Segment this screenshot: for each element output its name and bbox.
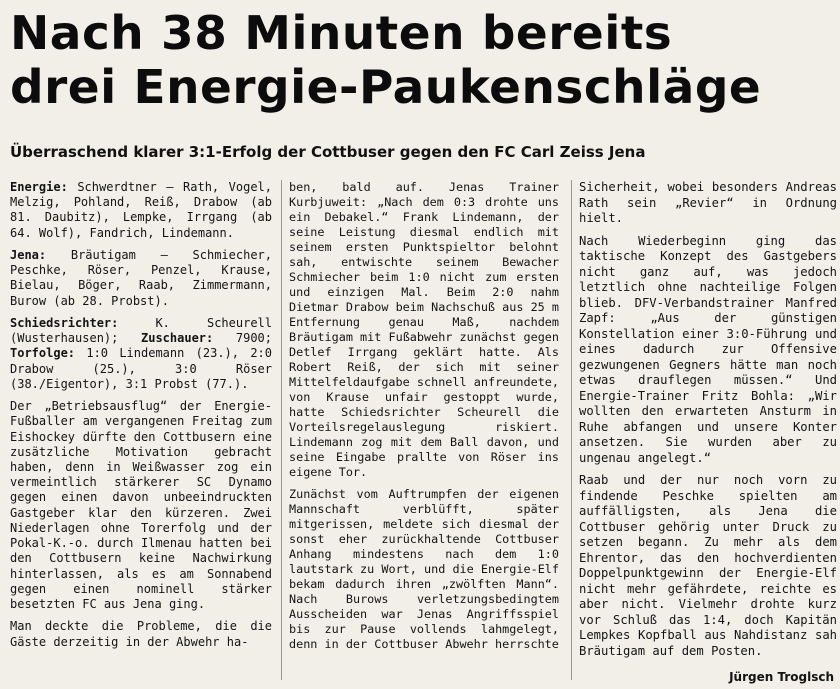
article-paragraph: Sicherheit, wobei besonders Andreas Rath sein „Revier“ in Ordnung hielt.: [579, 180, 837, 225]
article-paragraph: Zunächst vom Auftrumpfen der eigenen Mannschaft verblüfft, später mitgerissen, meldete sich diesmal der sonst eher zurückhaltende Cottbuser Anhang mindestens nach dem 1:0 lautstark zu Wort, und die Energie-Elf bekam dadurch ihren „zwölften Mann“. Nach Burows verletzungsbedingtem Ausscheiden war Jenas Angriffsspiel bis zur Pause vollends lahmgelegt, denn in der Cottbuser Abwehr herrschte: [289, 486, 559, 651]
author-byline: Jürgen Troglsch: [729, 670, 834, 684]
lineup-jena-label: Jena:: [10, 247, 47, 262]
lineup-jena: [10, 248, 272, 309]
headline-line-1: Nach 38 Minuten bereits: [10, 6, 673, 60]
referee-text: K. Scheurell (Wusterhausen);: [10, 315, 272, 346]
article-column-3: [579, 180, 837, 666]
referee-label: Schiedsrichter:: [10, 315, 119, 330]
article-column-2: [289, 180, 559, 659]
column-rule: [281, 180, 282, 680]
match-facts: [10, 316, 272, 392]
article-paragraph: ben, bald auf. Jenas Trainer Kurbjuweit: „Nach dem 0:3 drohte uns ein Debakel.“ Frank Lindemann, der seine Leistung diesmal endlich mit seinem ersten Punktspieltor belohnt sah, entwischte seinem Bewacher Schmiecher beim 1:0 nicht zum ersten und einzigen Mal. Beim 2:0 nahm Dietmar Drabow beim Nachschuß aus 25 m Entfernung genau Maß, nachdem Bräutigam mit Fußabwehr zunächst gegen Detlef Irrgang geklärt hatte. Als Robert Reiß, der sich mit seiner Mittelfeldaufgabe schnell anfreundete, von Krause unfair gestoppt wurde, hatte Schiedsrichter Scheurell die Vorteilsregelauslegung riskiert. Lindemann zog mit dem Ball davon, und seine Eingabe prallte von Röser ins eigene Tor.: [289, 180, 559, 479]
crowd-text: 7900;: [235, 331, 272, 346]
goals-label: Torfolge:: [10, 346, 76, 361]
article-paragraph: Man deckte die Probleme, die die Gäste derzeitig in der Abwehr ha-: [10, 619, 272, 649]
subheadline: Überraschend klarer 3:1-Erfolg der Cottbuser gegen den FC Carl Zeiss Jena: [10, 143, 646, 161]
crowd-label: Zuschauer:: [141, 331, 214, 346]
article-paragraph: Der „Betriebsausflug“ der Energie-Fußballer am vergangenen Freitag zum Eishockey dürfte den Cottbusern eine zusätzliche Motivation gebracht haben, denn in Weißwasser zog ein vermeintlich stärkerer SC Dynamo gegen einen davon unbeeindruckten Gastgeber klar den kürzeren. Zwei Niederlagen ohne Torerfolg und der Pokal-K.-o. durch Ilmenau hatten bei den Cottbusern keine Nachwirkung hinterlassen, als es am Sonnabend gegen einen nominell stärker besetzten FC aus Jena ging.: [10, 399, 272, 612]
article-paragraph: Raab und der nur noch vorn zu findende Peschke spielten am auffälligsten, als Jena die Cottbuser gehörig unter Druck zu setzen begann. Zu mehr als dem Ehrentor, das den hochverdienten Doppelpunktgewinn der Energie-Elf nicht mehr gefährdete, reichte es aber nicht. Vielmehr drohte kurz vor Schluß das 1:4, doch Kapitän Lempkes Kopfball aus Nahdistanz sah Bräutigam auf dem Posten.: [579, 473, 837, 658]
article-column-1: [10, 180, 272, 657]
headline-line-2: drei Energie-Paukenschläge: [10, 60, 762, 114]
column-rule: [571, 180, 572, 680]
lineup-jena-text: Bräutigam — Schmiecher, Peschke, Röser, Penzel, Krause, Bielau, Böger, Raab, Zimmermann, Burow (ab 28. Probst).: [10, 247, 272, 308]
lineup-energie-text: Schwerdtner — Rath, Vogel, Melzig, Pohland, Reiß, Drabow (ab 81. Daubitz), Lempke, Irrgang (ab 64. Wolf), Fandrich, Lindemann.: [10, 180, 272, 240]
article-paragraph: Nach Wiederbeginn ging das taktische Konzept des Gastgebers nicht ganz auf, was jedoch letztlich ohne nachteilige Folgen blieb. DFV-Verbandstrainer Manfred Zapf: „Aus der günstigen Konstellation einer 3:0-Führung und eines dadurch zur Offensive gezwungenen Gegners hätte man noch etwas drauflegen müssen.“ Und Energie-Trainer Fritz Bohla: „Wir wollten den erwarteten Ansturm in Ruhe abfangen und unsere Konter ansetzen. Sie wurden aber zu ungenau angelegt.“: [579, 233, 837, 465]
lineup-energie-label: Energie:: [10, 180, 68, 194]
lineup-energie: [10, 180, 272, 241]
goals-text: 1:0 Lindemann (23.), 2:0 Drabow (25.), 3:0 Röser (38./Eigentor), 3:1 Probst (77.).: [10, 346, 272, 391]
